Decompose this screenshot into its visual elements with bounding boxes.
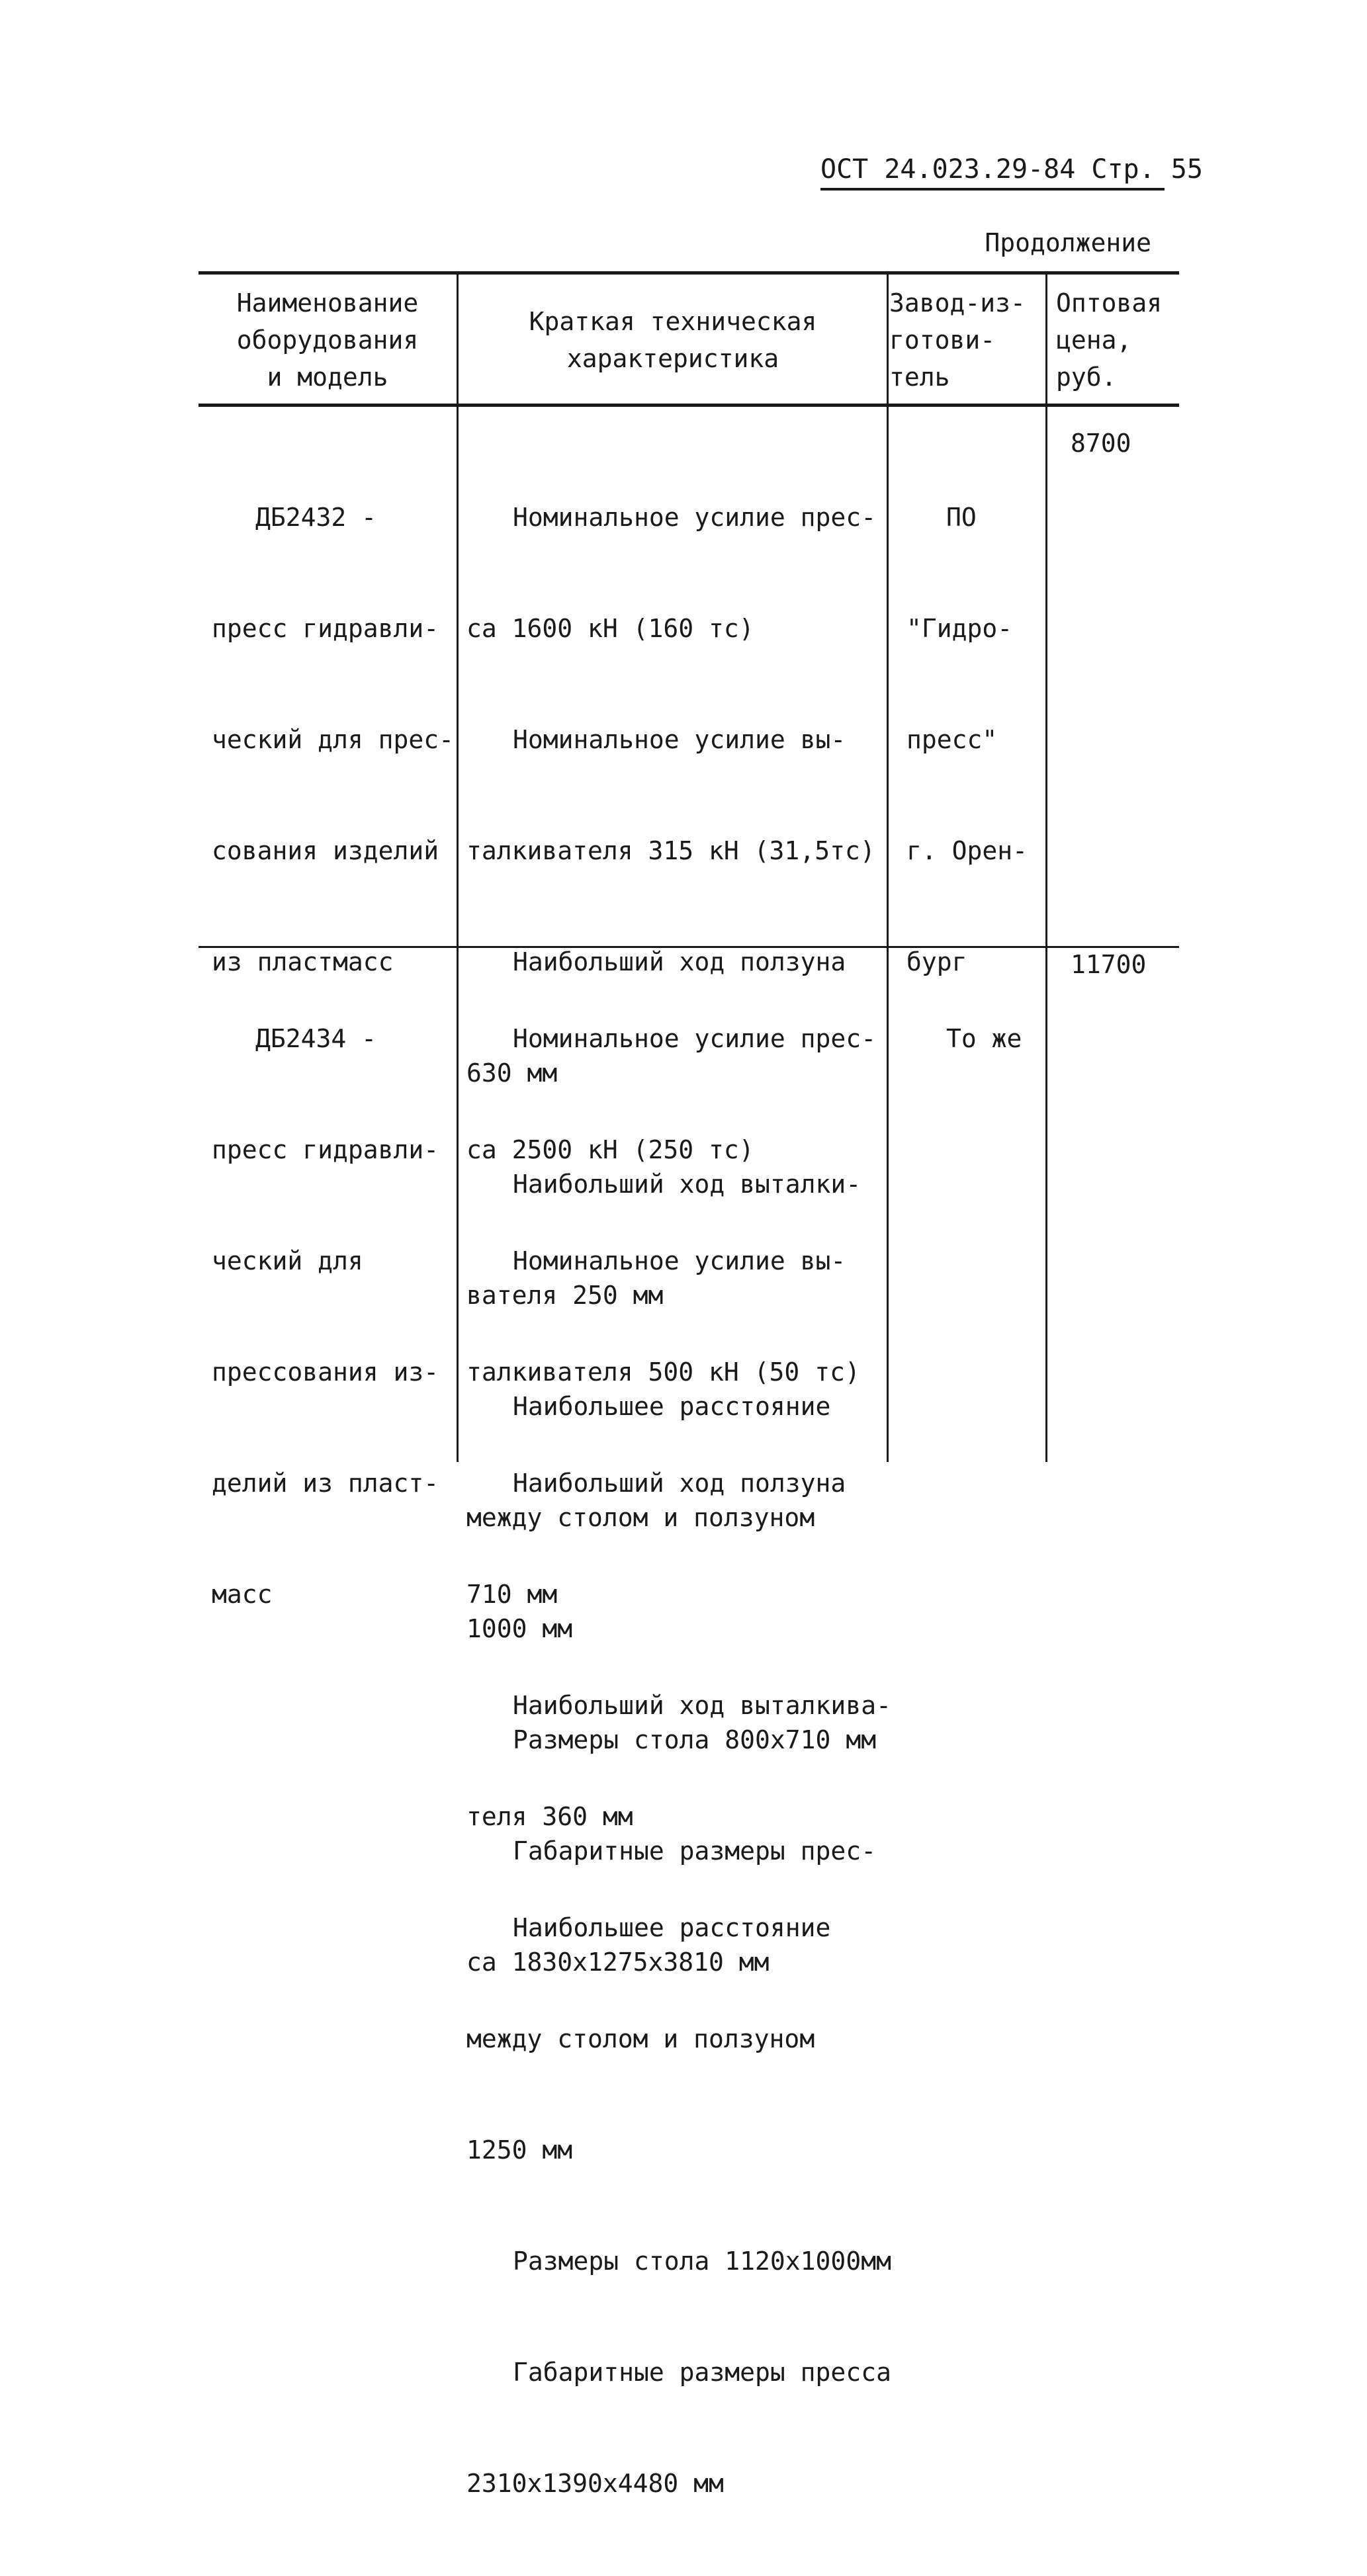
row-2-model xyxy=(212,946,463,1687)
spec-line: Номинальное усилие прес- xyxy=(513,503,877,532)
maker-line: "Гидро- xyxy=(906,614,1013,643)
spec-line: Наибольший ход ползуна xyxy=(513,947,846,976)
row-1-price: 8700 xyxy=(1071,429,1131,458)
model-line: пресс гидравли- xyxy=(212,614,439,643)
column-header-price: Оптовая цена, руб. xyxy=(1056,288,1163,392)
maker-line: пресс" xyxy=(906,725,998,754)
model-line: пресс гидравли- xyxy=(212,1135,439,1164)
spec-line: Размеры стола 800х710 мм xyxy=(513,1725,877,1754)
maker-line: То же xyxy=(946,1024,1022,1053)
spec-line: Наибольший ход выталкива- xyxy=(513,1691,891,1720)
spec-line: талкивателя 315 кН (31,5тс) xyxy=(466,836,875,865)
spec-line: Наибольший ход ползуна xyxy=(513,1469,846,1498)
spec-line: Номинальное усилие прес- xyxy=(513,1024,877,1053)
spec-line: 1000 мм xyxy=(466,1614,573,1643)
spec-line: са 2500 кН (250 тс) xyxy=(466,1135,754,1164)
model-line: прессования из- xyxy=(212,1357,439,1387)
model-line: ческий для прес- xyxy=(212,725,455,754)
spec-line: Номинальное усилие вы- xyxy=(513,725,846,754)
maker-line: ПО xyxy=(946,503,977,532)
spec-line: Наибольшее расстояние xyxy=(513,1913,831,1942)
spec-line: са 1600 кН (160 тс) xyxy=(466,614,754,643)
maker-line: бург xyxy=(906,947,967,976)
model-line: ДБ2432 - xyxy=(255,503,377,532)
model-line: ДБ2434 - xyxy=(255,1024,377,1053)
header-bottom-rule xyxy=(198,404,1179,407)
spec-line: Размеры стола 1120х1000мм xyxy=(513,2247,891,2276)
spec-line: талкивателя 500 кН (50 тс) xyxy=(466,1357,860,1387)
model-line: делий из пласт- xyxy=(212,1469,439,1498)
spec-line: 1250 мм xyxy=(466,2135,573,2165)
column-header-equipment: Наименование оборудования и модель xyxy=(236,288,419,392)
row-2-price: 11700 xyxy=(1071,950,1147,979)
model-line: масс xyxy=(212,1580,273,1609)
table-top-rule xyxy=(198,271,1179,275)
spec-line: Наибольшее расстояние xyxy=(513,1392,831,1421)
spec-line: са 1830х1275х3810 мм xyxy=(466,1948,770,1977)
spec-line: 2310х1390х4480 мм xyxy=(466,2469,724,2498)
equipment-table xyxy=(198,271,1179,2498)
row-2-specification xyxy=(466,946,1102,2576)
spec-line: вателя 250 мм xyxy=(466,1281,664,1310)
column-header-specification: Краткая техническая характеристика xyxy=(529,307,817,373)
spec-line: Номинальное усилие вы- xyxy=(513,1246,846,1275)
spec-line: теля 360 мм xyxy=(466,1802,633,1831)
spec-line: 630 мм xyxy=(466,1058,558,1088)
spec-line: Наибольший ход выталки- xyxy=(513,1170,861,1199)
spec-line: между столом и ползуном xyxy=(466,2024,815,2053)
model-line: сования изделий xyxy=(212,836,439,865)
maker-line: г. Орен- xyxy=(906,836,1028,865)
spec-line: Габаритные размеры пресса xyxy=(513,2358,891,2387)
model-line: ческий для xyxy=(212,1246,363,1275)
spec-line: Габаритные размеры прес- xyxy=(513,1836,877,1866)
model-line: из пластмасс xyxy=(212,947,394,976)
continuation-label: Продолжение xyxy=(985,228,1151,257)
column-header-manufacturer: Завод-из- готови- тель xyxy=(889,288,1026,392)
row-2-manufacturer xyxy=(906,946,1052,1131)
spec-line: между столом и ползуном xyxy=(466,1503,815,1532)
spec-line: 710 мм xyxy=(466,1580,558,1609)
document-header: ОСТ 24.023.29-84 Стр. 55 xyxy=(820,151,1165,191)
